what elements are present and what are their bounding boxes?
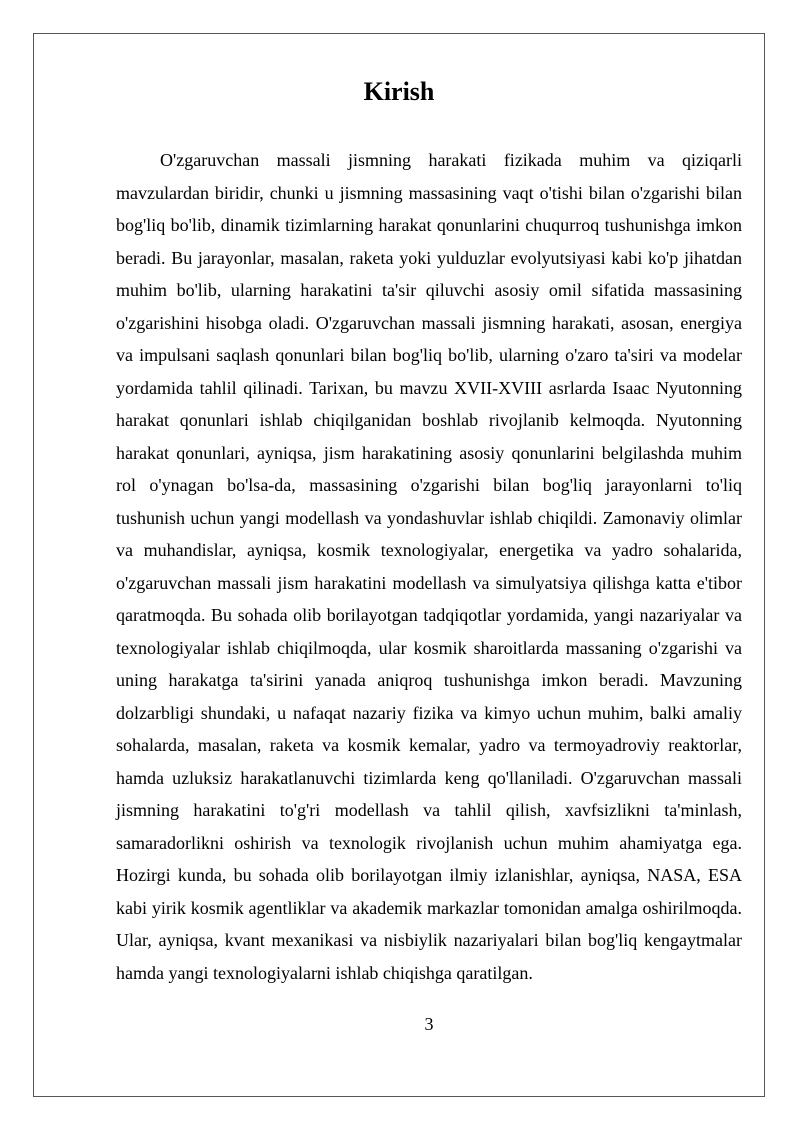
page-number: 3	[424, 1014, 434, 1034]
page-title: Kirish	[363, 77, 435, 106]
body-paragraph: O'zgaruvchan massali jismning harakati fizikada muhim va qiziqarli mavzulardan biridir, chunki u jismning massasining vaqt o'tishi bilan o'zgarishi bilan bog'liq bo'lib, dinamik tizimlarning harakat qonunlarini chuqurroq tushunishga imkon beradi. Bu jarayonlar, masalan, raketa yoki yulduzlar evolyutsiyasi kabi ko'p jihatdan muhim bo'lib, ularning harakatini ta'sir qiluvchi asosiy omil sifatida massasining o'zgarishini hisobga oladi. O'zgaruvchan massali jismning harakati, asosan, energiya va impulsani saqlash qonunlari bilan bog'liq bo'lib, ularning o'zaro ta'siri va modelar yordamida tahlil qilinadi. Tarixan, bu mavzu XVII-XVIII asrlarda Isaac Nyutonning harakat qonunlari ishlab chiqilganidan boshlab rivojlanib kelmoqda. Nyutonning harakat qonunlari, ayniqsa, jism harakatining asosiy qonunlarini belgilashda muhim rol o'ynagan bo'lsa-da, massasining o'zgarishi bilan bog'liq jarayonlarni to'liq tushunish uchun yangi modellash va yondashuvlar ishlab chiqildi. Zamonaviy olimlar va muhandislar, ayniqsa, kosmik texnologiyalar, energetika va yadro sohalarida, o'zgaruvchan massali jism harakatini modellash va simulyatsiya qilishga katta e'tibor qaratmoqda. Bu sohada olib borilayotgan tadqiqotlar yordamida, yangi nazariyalar va texnologiyalar ishlab chiqilmoqda, ular kosmik sharoitlarda massaning o'zgarishi va uning harakatga ta'sirini yanada aniqroq tushunishga imkon beradi. Mavzuning dolzarbligi shundaki, u nafaqat nazariy fizika va kimyo uchun muhim, balki amaliy sohalarda, masalan, raketa va kosmik kemalar, yadro va termoyadroviy reaktorlar, hamda uzluksiz harakatlanuvchi tizimlarda keng qo'llaniladi. O'zgaruvchan massali jismning harakatini to'g'ri modellash va tahlil qilish, xavfsizlikni ta'minlash, samaradorlikni oshirish va texnologik rivojlanish uchun muhim ahamiyatga ega. Hozirgi kunda, bu sohada olib borilayotgan ilmiy izlanishlar, ayniqsa, NASA, ESA kabi yirik kosmik agentliklar va akademik markazlar tomonidan amalga oshirilmoqda. Ular, ayniqsa, kvant mexanikasi va nisbiylik nazariyalari bilan bog'liq kengaytmalar hamda yangi texnologiyalarni ishlab chiqishga qaratilgan.	[116, 150, 742, 983]
